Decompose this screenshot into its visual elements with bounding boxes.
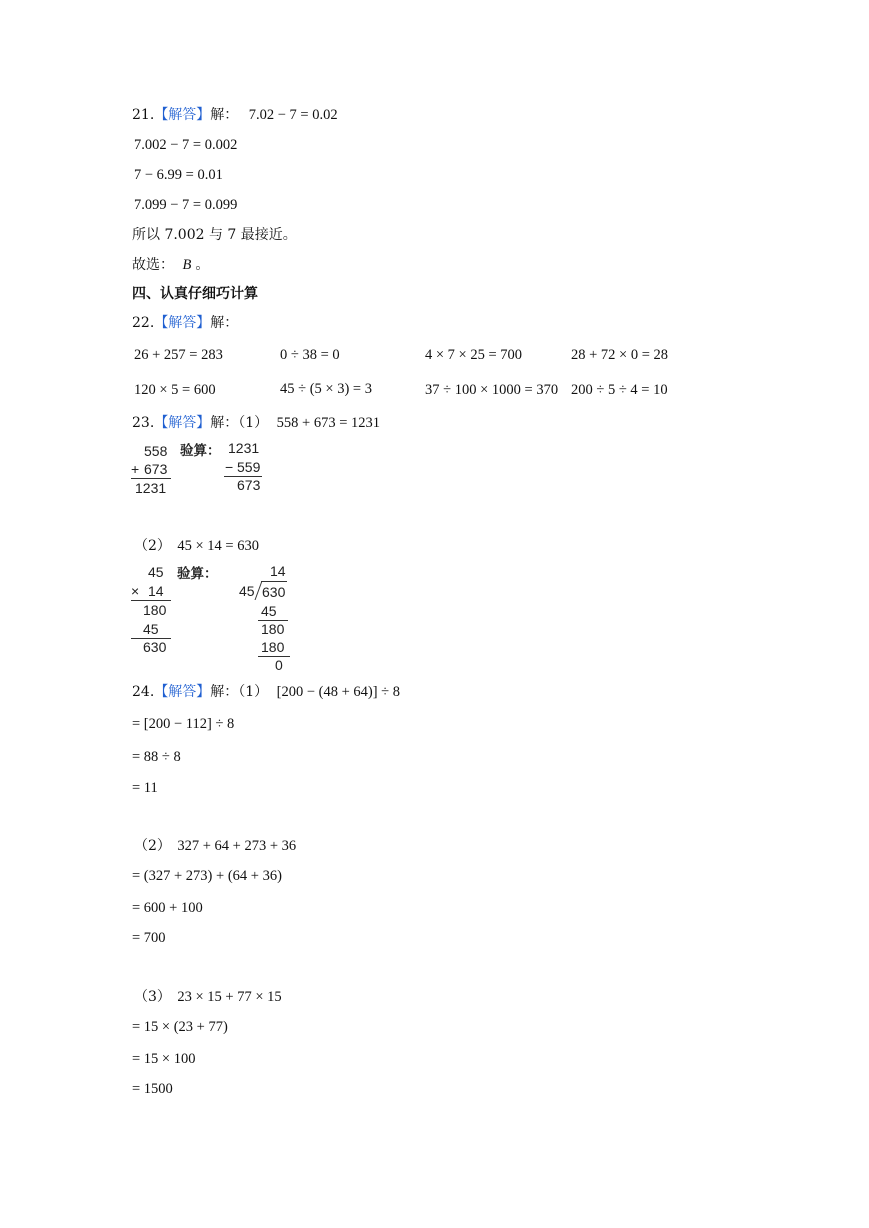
remainder-2: 0 — [275, 657, 283, 673]
part-label: （3） — [134, 989, 171, 1005]
q24-p1-line-4: = 11 — [132, 780, 158, 796]
subtract-2: 180 — [261, 639, 285, 655]
check-difference: 673 — [237, 477, 261, 493]
solution-intro: 解： — [210, 107, 239, 123]
q22-r1-c2: 0 ÷ 38 = 0 — [280, 347, 340, 363]
dividend: 630 — [262, 584, 286, 600]
q24-p1-line-1: [200 − (48 + 64)] ÷ 8 — [276, 684, 401, 700]
q22-r1-c4: 28 + 72 × 0 = 28 — [571, 347, 669, 363]
q24-p3-line-3: = 15 × 100 — [132, 1051, 196, 1067]
q21-line-2: 7.002 − 7 = 0.002 — [134, 137, 238, 153]
q21-line-1: 7.02 − 7 = 0.02 — [248, 107, 338, 123]
check-label: 验算： — [177, 566, 218, 582]
q23-heading — [132, 414, 380, 432]
partial-product-2: 45 — [143, 621, 159, 637]
choice-suffix: 。 — [195, 257, 210, 273]
q24-p2-line-1: 327 + 64 + 273 + 36 — [177, 838, 297, 854]
q23-p1-equation: 558 + 673 = 1231 — [276, 415, 380, 431]
q24-p1-line-2: = [200 − 112] ÷ 8 — [132, 716, 235, 732]
check-label: 验算： — [180, 443, 221, 459]
q24-heading — [132, 683, 400, 701]
quotient: 14 — [270, 563, 286, 579]
choice-letter: B — [182, 257, 192, 273]
answer-tag: 【解答】 — [154, 684, 211, 700]
partial-product-1: 180 — [143, 602, 167, 618]
q21-choice — [132, 256, 209, 274]
q24-p2-heading — [134, 837, 296, 855]
subtract-1: 45 — [261, 603, 277, 619]
q21-heading — [132, 106, 338, 124]
question-number: 23. — [132, 415, 155, 431]
q24-p3-line-2: = 15 × (23 + 77) — [132, 1019, 228, 1035]
question-number: 24. — [132, 684, 155, 700]
sum-result: 1231 — [135, 480, 167, 496]
q22-r2-c3: 37 ÷ 100 × 1000 = 370 — [425, 382, 559, 398]
q21-line-3: 7 − 6.99 = 0.01 — [134, 167, 223, 183]
minus-sign: − — [225, 459, 234, 475]
q23-p2-equation: 45 × 14 = 630 — [177, 538, 259, 554]
division-line-2 — [258, 656, 290, 657]
addend-a: 558 — [144, 443, 168, 459]
q22-r2-c2: 45 ÷ (5 × 3) = 3 — [280, 381, 372, 397]
product-line-1 — [131, 600, 171, 601]
q22-r2-c1: 120 × 5 = 600 — [134, 382, 216, 398]
times-sign: × — [131, 583, 140, 599]
q23-p2-heading — [134, 537, 259, 555]
q24-p2-line-4: = 700 — [132, 930, 166, 946]
factor-a: 45 — [148, 564, 164, 580]
sum-line — [131, 478, 171, 479]
q24-p3-line-4: = 1500 — [132, 1081, 173, 1097]
factor-b: 14 — [148, 583, 164, 599]
q22-r2-c4: 200 ÷ 5 ÷ 4 = 10 — [571, 382, 668, 398]
answer-tag: 【解答】 — [154, 415, 211, 431]
part-label: （2） — [134, 838, 171, 854]
solution-intro: 解：（1） — [210, 684, 269, 700]
q23-addition-work — [128, 440, 268, 500]
q21-line-4: 7.099 − 7 = 0.099 — [134, 197, 238, 213]
question-number: 22. — [132, 315, 155, 331]
answer-tag: 【解答】 — [154, 107, 211, 123]
q23-multiplication-work — [128, 562, 298, 674]
remainder-1: 180 — [261, 621, 285, 637]
q21-conclusion: 所以 7.002 与 7 最接近。 — [132, 227, 297, 243]
check-subtrahend: 559 — [237, 459, 261, 475]
divisor: 45 — [239, 583, 255, 599]
division-bar — [261, 581, 287, 582]
section-title: 四、认真仔细巧计算 — [132, 286, 258, 302]
question-number: 21. — [132, 107, 155, 123]
choice-prefix: 故选： — [132, 257, 174, 273]
q24-p3-line-1: 23 × 15 + 77 × 15 — [177, 989, 282, 1005]
q24-p2-line-3: = 600 + 100 — [132, 900, 203, 916]
product-result: 630 — [143, 639, 167, 655]
q22-r1-c3: 4 × 7 × 25 = 700 — [425, 347, 523, 363]
q24-p3-heading — [134, 988, 282, 1006]
q22-heading — [132, 314, 238, 332]
q24-p1-line-3: = 88 ÷ 8 — [132, 749, 181, 765]
solution-intro: 解： — [210, 315, 239, 331]
plus-sign: + — [131, 461, 140, 477]
check-minuend: 1231 — [228, 440, 260, 456]
q24-p2-line-2: = (327 + 273) + (64 + 36) — [132, 868, 282, 884]
addend-b: 673 — [144, 461, 168, 477]
part-label: （2） — [134, 538, 171, 554]
q22-r1-c1: 26 + 257 = 283 — [134, 347, 223, 363]
solution-intro: 解：（1） — [210, 415, 269, 431]
answer-tag: 【解答】 — [154, 315, 211, 331]
